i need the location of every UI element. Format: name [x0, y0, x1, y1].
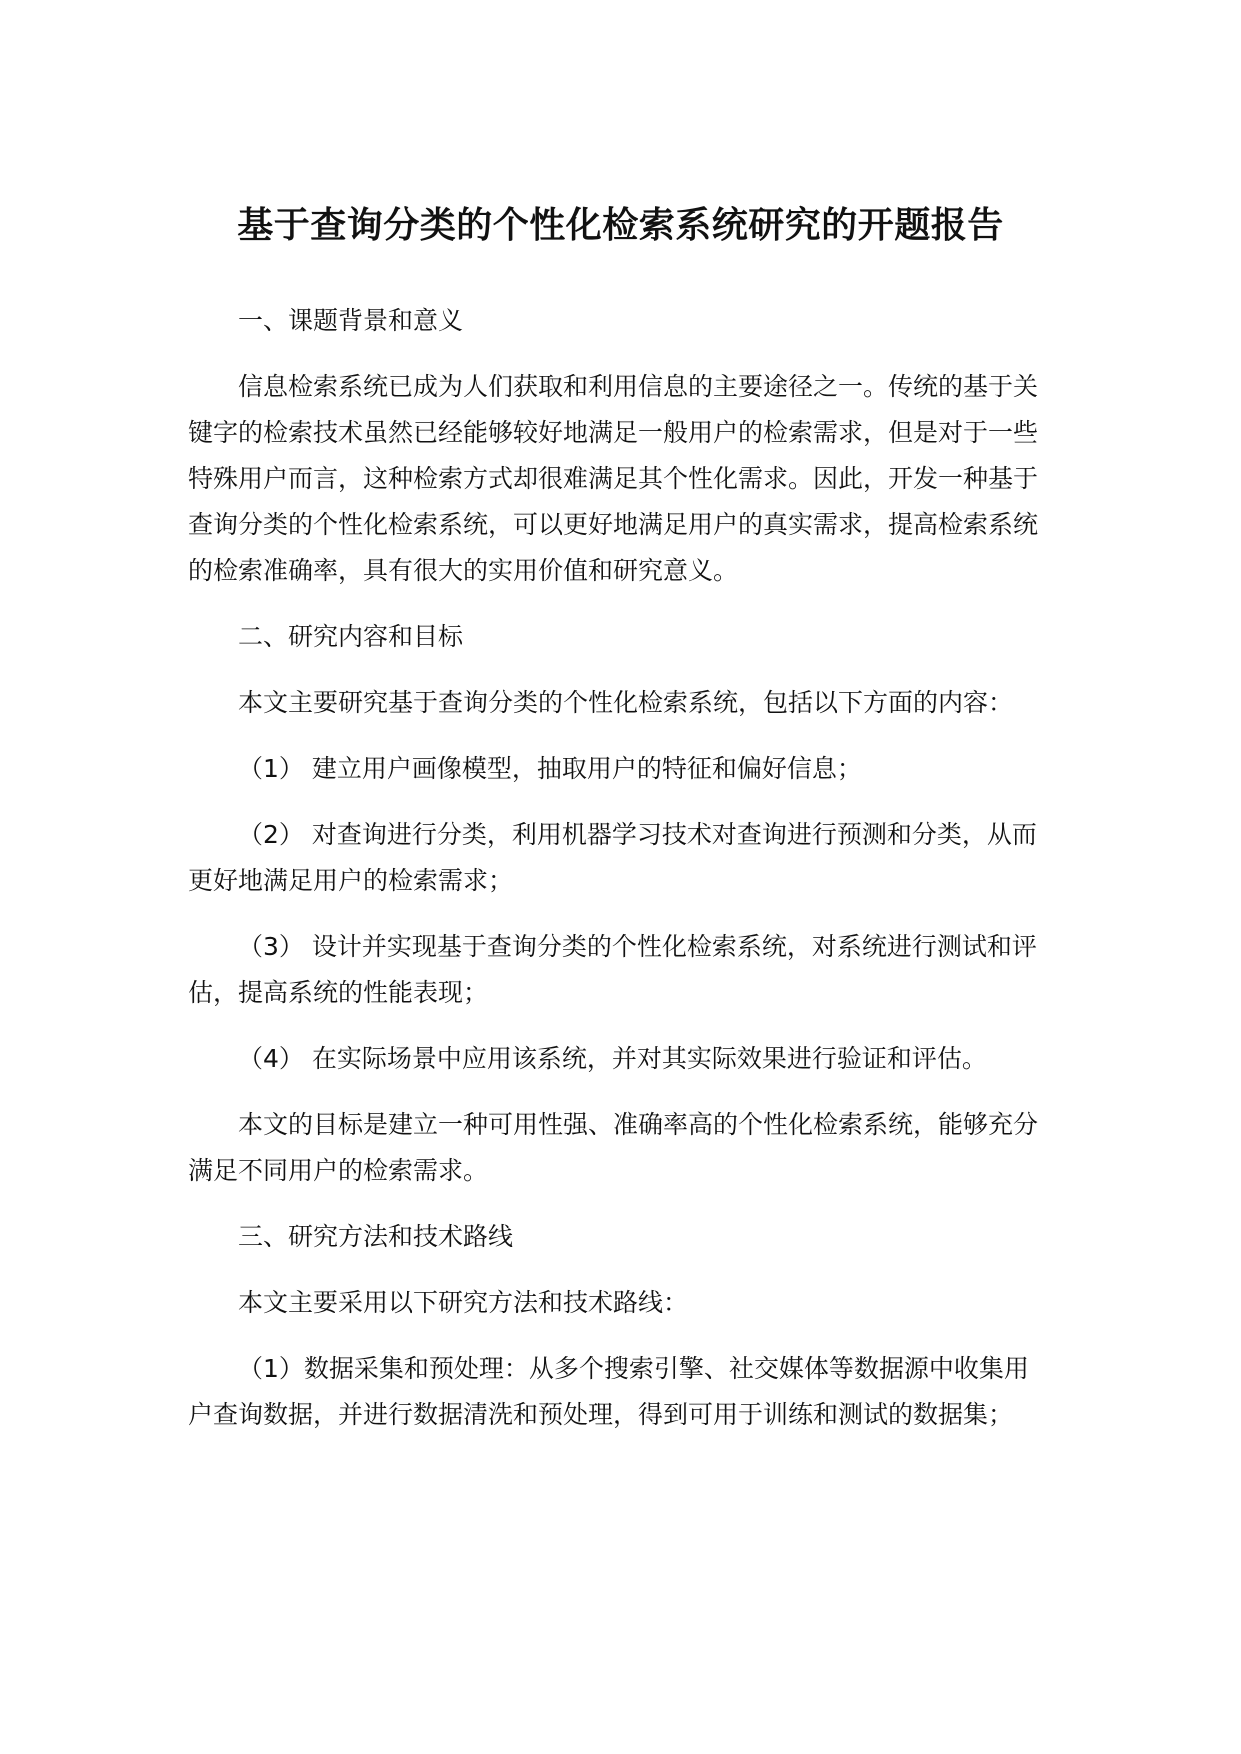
- list-item-content-1: （1） 建立用户画像模型，抽取用户的特征和偏好信息；: [238, 754, 862, 783]
- list-item-content-3: （3） 设计并实现基于查询分类的个性化检索系统，对系统进行测试和评估，提高系统的性能表现；: [188, 932, 1037, 1007]
- paragraph-background: 信息检索系统已成为人们获取和利用信息的主要途径之一。传统的基于关键字的检索技术虽然已经能够较好地满足一般用户的检索需求，但是对于一些特殊用户而言，这种检索方式却很难满足其个性化需求。因此，开发一种基于查询分类的个性化检索系统，可以更好地满足用户的真实需求，提高检索系统的检索准确率，具有很大的实用价值和研究意义。: [188, 372, 1039, 585]
- paragraph-methods-intro: 本文主要采用以下研究方法和技术路线：: [238, 1288, 689, 1317]
- list-item-content-2: （2） 对查询进行分类，利用机器学习技术对查询进行预测和分类，从而更好地满足用户的检索需求；: [188, 820, 1037, 895]
- document-title: 基于查询分类的个性化检索系统研究的开题报告: [237, 205, 1004, 247]
- paragraph-content-intro: 本文主要研究基于查询分类的个性化检索系统，包括以下方面的内容：: [238, 688, 1014, 717]
- list-item-method-1: （1）数据采集和预处理：从多个搜索引擎、社交媒体等数据源中收集用户查询数据，并进行数据清洗和预处理，得到可用于训练和测试的数据集；: [188, 1354, 1029, 1429]
- paragraph-goal: 本文的目标是建立一种可用性强、准确率高的个性化检索系统，能够充分满足不同用户的检索需求。: [188, 1110, 1039, 1185]
- section-heading-content-goals: 二、研究内容和目标: [238, 622, 464, 651]
- section-heading-background: 一、课题背景和意义: [238, 306, 464, 335]
- document-body: [188, 298, 1048, 1458]
- section-heading-methods: 三、研究方法和技术路线: [238, 1222, 514, 1251]
- list-item-content-4: （4） 在实际场景中应用该系统，并对其实际效果进行验证和评估。: [238, 1044, 987, 1073]
